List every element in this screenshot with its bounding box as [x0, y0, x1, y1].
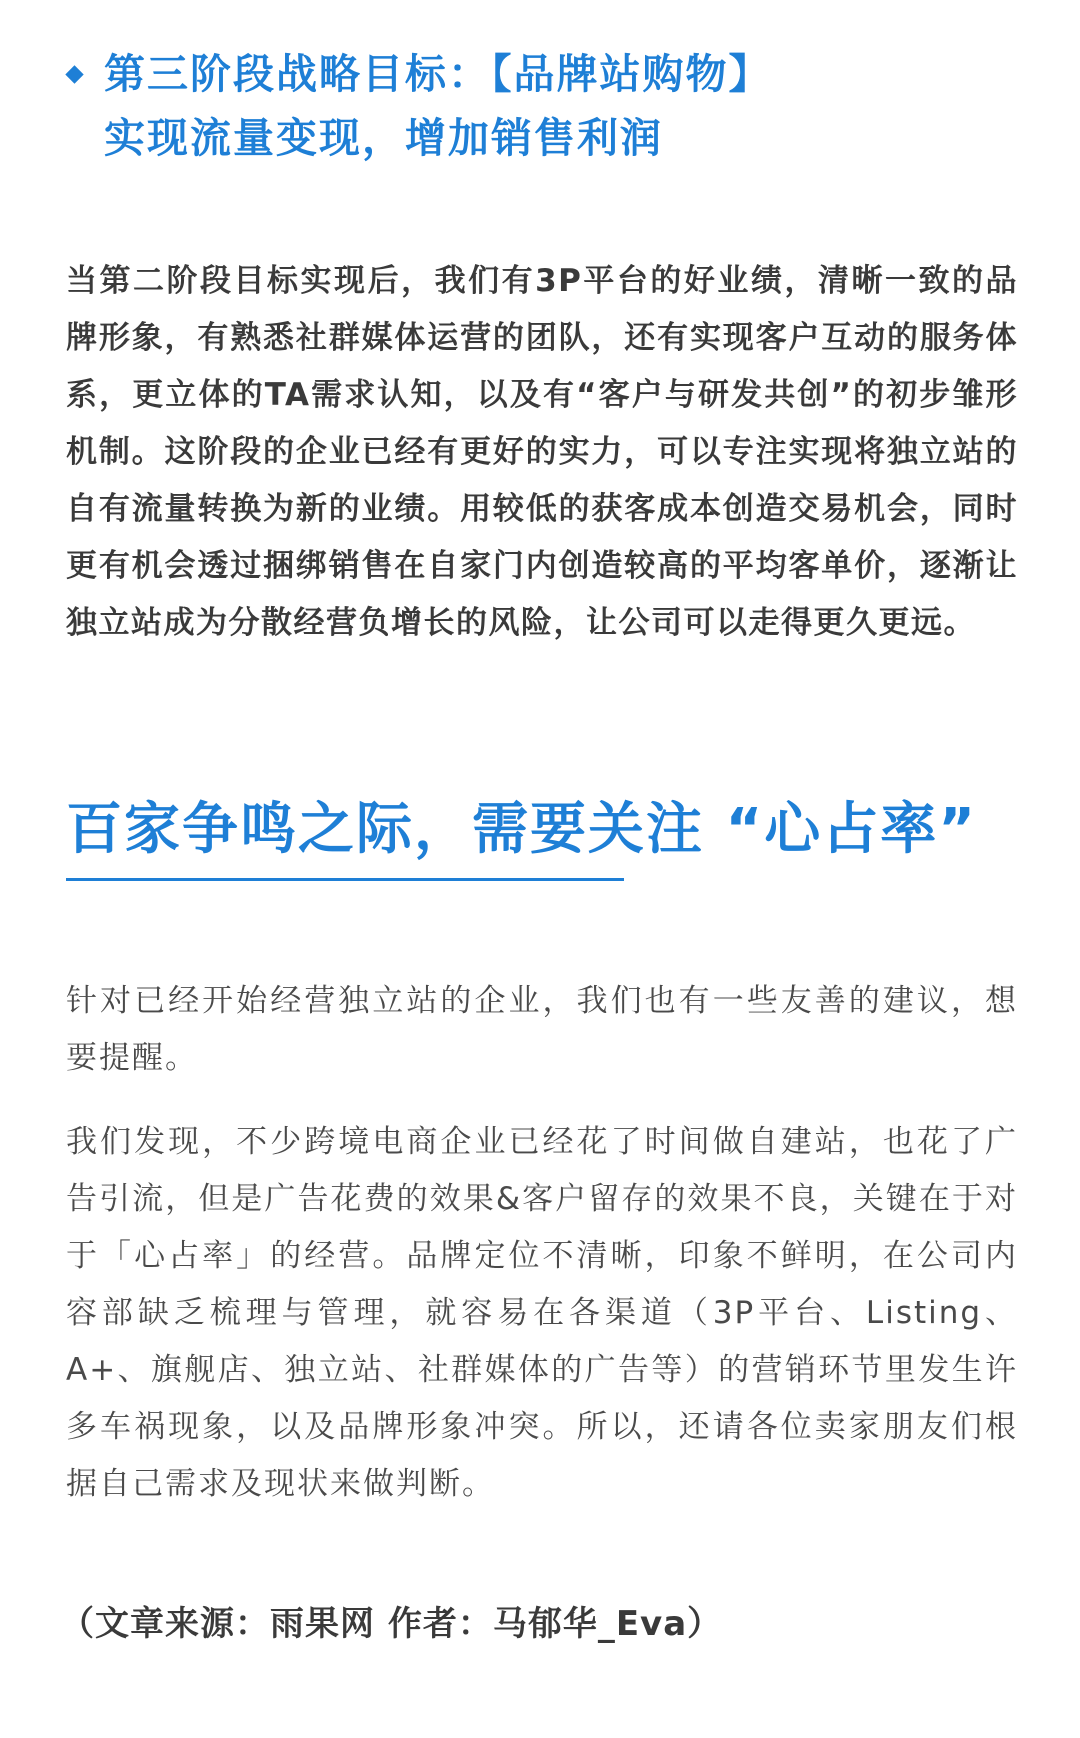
stage-description-paragraph: 当第二阶段目标实现后，我们有3P平台的好业绩，清晰一致的品牌形象，有熟悉社群媒体运营的团队，还有实现客户互动的服务体系，更立体的TA需求认知，以及有“客户与研发共创”的初步雏形机制。这阶段的企业已经有更好的实力，可以专注实现将独立站的自有流量转换为新的业绩。用较低的获客成本创造交易机会，同时更有机会透过捆绑销售在自家门内创造较高的平均客单价，逐渐让独立站成为分散经营负增长的风险，让公司可以走得更久更远。 — [66, 263, 1018, 641]
article-source: （文章来源：雨果网 作者：马郁华_Eva） — [60, 1604, 723, 1644]
section-title: 百家争鸣之际，需要关注 “心占率” — [66, 797, 978, 862]
section-title-underline — [66, 878, 624, 881]
stage-heading-line-2: 实现流量变现，增加销售利润 — [104, 114, 663, 162]
stage-heading — [68, 42, 1028, 170]
advice-detail-paragraph: 我们发现，不少跨境电商企业已经花了时间做自建站，也花了广告引流，但是广告花费的效果&客户留存的效果不良，关键在于对于「心占率」的经营。品牌定位不清晰，印象不鲜明，在公司内容部缺乏梳理与管理，就容易在各渠道（3P平台、Listing、A+、旗舰店、独立站、社群媒体的广告等）的营销环节里发生许多车祸现象，以及品牌形象冲突。所以，还请各位卖家朋友们根据自己需求及现状来做判断。 — [66, 1124, 1018, 1502]
stage-heading-line-1: 第三阶段战略目标：【品牌站购物】 — [104, 50, 772, 98]
advice-intro-paragraph: 针对已经开始经营独立站的企业，我们也有一些友善的建议，想要提醒。 — [66, 983, 1018, 1076]
